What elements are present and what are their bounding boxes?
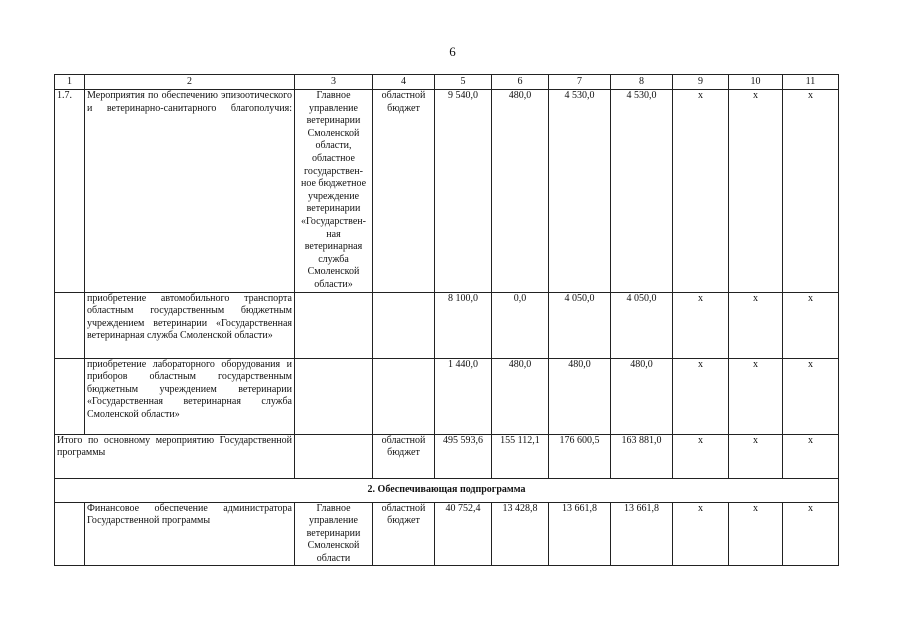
section-row [55, 478, 839, 502]
value-col8: 4 530,0 [611, 90, 673, 293]
section-title: 2. Обеспечивающая подпрограмма [55, 478, 839, 502]
value-col11: x [783, 358, 839, 434]
row-number [55, 502, 85, 566]
activity-name: Финансовое обеспечение администратора Государственной программы [85, 502, 295, 566]
activity-name: приобретение автомобильного транспорта областным государственным бюджетным учреждением ветеринарии «Государственная ветеринарная служба Смоленской области» [85, 292, 295, 358]
header-row [55, 75, 839, 90]
value-col6: 480,0 [492, 90, 549, 293]
value-col8: 163 881,0 [611, 434, 673, 478]
value-col7: 4 050,0 [549, 292, 611, 358]
value-col11: x [783, 434, 839, 478]
activity-name: приобретение лабораторного оборудования и приборов областным государственным бюджетным учреждением ветеринарии «Государственная ветеринарная служба Смоленской области» [85, 358, 295, 434]
row-number: 1.7. [55, 90, 85, 293]
table-row [55, 292, 839, 358]
header-cell: 11 [783, 75, 839, 90]
header-cell: 2 [85, 75, 295, 90]
value-col10: x [729, 434, 783, 478]
value-col7: 176 600,5 [549, 434, 611, 478]
value-col9: x [673, 90, 729, 293]
row-number [55, 358, 85, 434]
value-col10: x [729, 292, 783, 358]
value-col5: 40 752,4 [435, 502, 492, 566]
value-col11: x [783, 90, 839, 293]
header-cell: 7 [549, 75, 611, 90]
header-cell: 4 [373, 75, 435, 90]
table-row [55, 90, 839, 293]
value-col10: x [729, 502, 783, 566]
value-col8: 480,0 [611, 358, 673, 434]
value-col10: x [729, 358, 783, 434]
funding-source: областной бюджет [373, 502, 435, 566]
funding-source [373, 292, 435, 358]
table-row [55, 502, 839, 566]
header-cell: 9 [673, 75, 729, 90]
value-col8: 4 050,0 [611, 292, 673, 358]
header-cell: 3 [295, 75, 373, 90]
value-col10: x [729, 90, 783, 293]
value-col5: 1 440,0 [435, 358, 492, 434]
value-col7: 4 530,0 [549, 90, 611, 293]
value-col7: 13 661,8 [549, 502, 611, 566]
value-col7: 480,0 [549, 358, 611, 434]
row-number [55, 292, 85, 358]
value-col5: 495 593,6 [435, 434, 492, 478]
funding-source: областной бюджет [373, 434, 435, 478]
header-cell: 10 [729, 75, 783, 90]
header-cell: 5 [435, 75, 492, 90]
value-col5: 8 100,0 [435, 292, 492, 358]
funding-source [373, 358, 435, 434]
value-col9: x [673, 292, 729, 358]
value-col11: x [783, 502, 839, 566]
value-col6: 0,0 [492, 292, 549, 358]
value-col6: 480,0 [492, 358, 549, 434]
executor [295, 292, 373, 358]
value-col9: x [673, 502, 729, 566]
activity-name: Мероприятия по обеспечению эпизоотического и ветеринарно-санитарного благополучия: [85, 90, 295, 293]
value-col5: 9 540,0 [435, 90, 492, 293]
total-row [55, 434, 839, 478]
value-col8: 13 661,8 [611, 502, 673, 566]
header-cell: 1 [55, 75, 85, 90]
executor: Главное управление ветеринарии Смоленской области, областное государствен-ное бюджетное учреждение ветеринарии «Государствен-ная ветеринарная служба Смоленской области» [295, 90, 373, 293]
executor [295, 434, 373, 478]
page-number: 6 [449, 44, 456, 59]
value-col9: x [673, 434, 729, 478]
executor [295, 358, 373, 434]
value-col6: 13 428,8 [492, 502, 549, 566]
value-col9: x [673, 358, 729, 434]
header-cell: 6 [492, 75, 549, 90]
header-cell: 8 [611, 75, 673, 90]
budget-table [54, 74, 839, 566]
value-col11: x [783, 292, 839, 358]
value-col6: 155 112,1 [492, 434, 549, 478]
total-label: Итого по основному мероприятию Государственной программы [55, 434, 295, 478]
funding-source: областной бюджет [373, 90, 435, 293]
table-row [55, 358, 839, 434]
executor: Главное управление ветеринарии Смоленской области [295, 502, 373, 566]
